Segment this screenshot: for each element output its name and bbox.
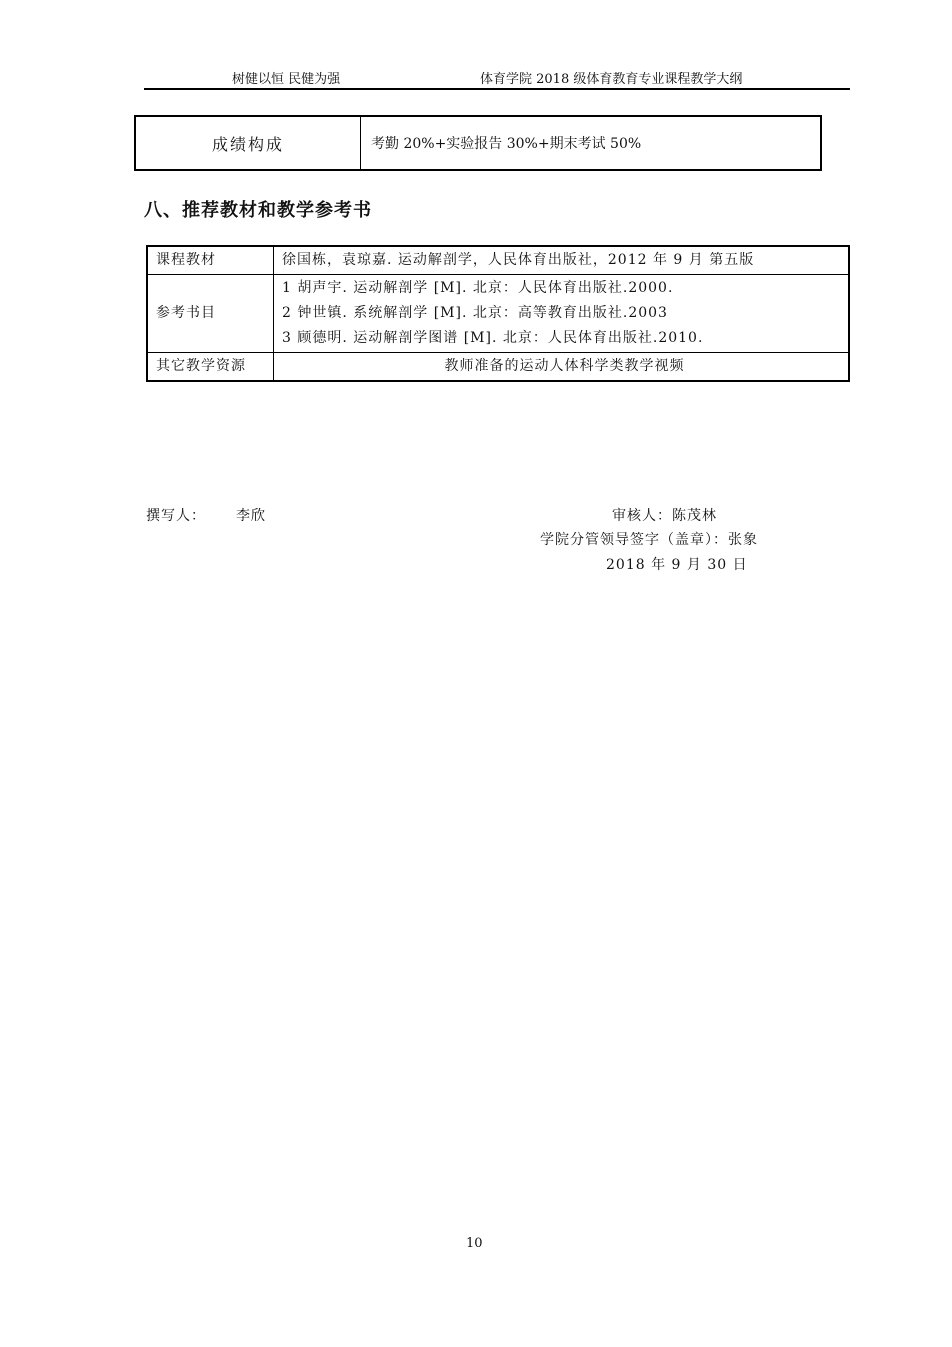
header-motto: 树健以恒 民健为强 — [232, 72, 341, 87]
other-resources-label: 其它教学资源 — [147, 353, 274, 382]
leader-signature: 学院分管领导签字（盖章）：张象 — [540, 532, 758, 548]
reviewer-signature: 审核人：陈茂林 — [612, 508, 717, 524]
page-number: 10 — [466, 1236, 483, 1251]
writer-label: 撰写人： — [146, 508, 206, 524]
references-table — [146, 245, 850, 382]
list-item: 2 钟世镇. 系统解剖学 [M]. 北京：高等教育出版社.2003 — [282, 305, 668, 321]
signature-date: 2018 年 9 月 30 日 — [606, 557, 748, 573]
table-row — [135, 116, 821, 170]
grading-table — [134, 115, 822, 171]
writer-name: 李欣 — [236, 508, 266, 524]
textbook-value: 徐国栋，袁琼嘉. 运动解剖学，人民体育出版社，2012 年 9 月 第五版 — [274, 246, 850, 275]
page-header — [144, 66, 850, 90]
list-item: 1 胡声宇. 运动解剖学 [M]. 北京：人民体育出版社.2000. — [282, 280, 674, 296]
textbook-label: 课程教材 — [147, 246, 274, 275]
table-row — [147, 353, 849, 382]
refbooks-list — [274, 275, 850, 353]
table-row — [147, 275, 849, 353]
header-doc-title: 体育学院 2018 级体育教育专业课程教学大纲 — [480, 72, 743, 87]
section-title: 八、推荐教材和教学参考书 — [144, 200, 372, 221]
other-resources-value: 教师准备的运动人体科学类教学视频 — [274, 353, 850, 382]
refbooks-label: 参考书目 — [147, 275, 274, 353]
grading-value: 考勤 20%+实验报告 30%+期末考试 50% — [361, 116, 822, 170]
list-item: 3 顾德明. 运动解剖学图谱 [M]. 北京：人民体育出版社.2010. — [282, 330, 704, 346]
table-row — [147, 246, 849, 275]
grading-label: 成绩构成 — [135, 116, 361, 170]
